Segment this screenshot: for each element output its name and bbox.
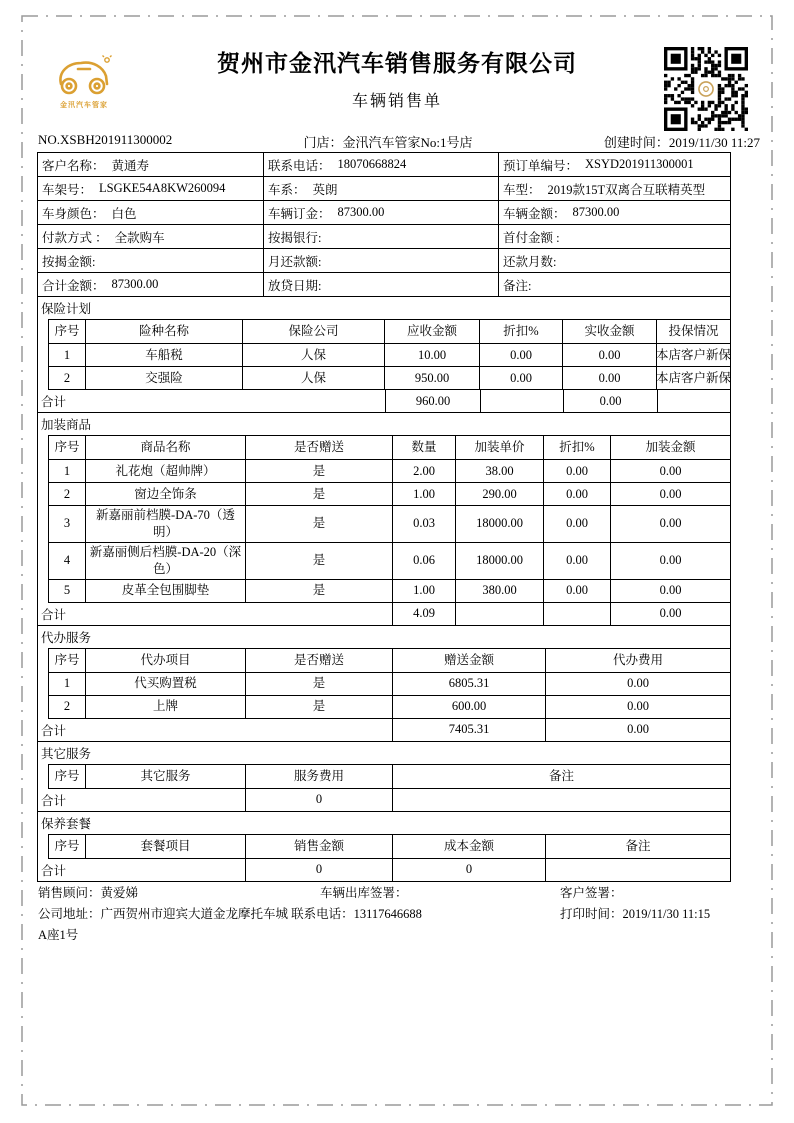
table-cell: 0.00 (611, 460, 731, 483)
table-cell: 0.00 (546, 673, 731, 696)
total-value: 4.09 (393, 603, 456, 626)
column-header: 投保情况 (657, 320, 731, 344)
addons-total-row (38, 603, 731, 626)
info-cell (264, 177, 499, 201)
info-label: 车架号： (42, 182, 93, 197)
qr-code (664, 47, 748, 131)
column-header: 是否赠送 (246, 436, 393, 460)
column-header: 套餐项目 (86, 835, 246, 859)
info-cell (38, 153, 264, 177)
total-value (481, 390, 564, 413)
total-value: 0 (393, 859, 546, 882)
document-title: 车辆销售单 (351, 93, 442, 110)
maintenance-section-title: 保养套餐 (38, 812, 731, 834)
table-cell: 0.00 (611, 580, 731, 603)
info-cell (264, 249, 499, 273)
column-header: 是否赠送 (246, 649, 393, 673)
sales-form (37, 152, 731, 882)
table-cell: 代买购置税 (86, 673, 246, 696)
column-header: 序号 (49, 765, 86, 789)
table-cell: 是 (246, 543, 393, 580)
table-cell: 2 (49, 483, 86, 506)
info-cell (499, 201, 731, 225)
table-cell: 2.00 (393, 460, 456, 483)
company-address: 公司地址：广西贺州市迎宾大道金龙摩托车城 联系电话：13117646688 (38, 907, 422, 921)
table-cell: 0.00 (563, 367, 657, 390)
table-cell: 0.00 (544, 483, 611, 506)
addons-section (38, 413, 731, 626)
table-cell: 18000.00 (456, 543, 544, 580)
info-cell (264, 201, 499, 225)
info-cell (499, 153, 731, 177)
total-label: 合计 (38, 719, 393, 742)
column-header: 其它服务 (86, 765, 246, 789)
table-cell: 1 (49, 460, 86, 483)
table-cell: 上牌 (86, 696, 246, 719)
other-services-section (38, 742, 731, 812)
table-cell: 0.00 (611, 543, 731, 580)
maintenance-table (48, 834, 731, 859)
total-value: 0.00 (564, 390, 658, 413)
vehicle-info-table (38, 153, 731, 297)
info-value: 87300.00 (572, 205, 620, 219)
table-cell: 本店客户新保 (657, 344, 731, 367)
addons-table (48, 435, 731, 603)
table-cell: 0.00 (611, 506, 731, 543)
meta-line (38, 132, 760, 151)
table-cell: 380.00 (456, 580, 544, 603)
info-cell (38, 273, 264, 297)
info-cell (499, 177, 731, 201)
table-cell: 0.00 (563, 344, 657, 367)
insurance-section (38, 297, 731, 413)
table-cell: 车船税 (86, 344, 243, 367)
other-services-total-row (38, 789, 731, 812)
table-cell: 皮革全包围脚垫 (86, 580, 246, 603)
info-cell (264, 225, 499, 249)
table-cell: 是 (246, 460, 393, 483)
total-value (544, 603, 611, 626)
info-value: 87300.00 (337, 205, 385, 219)
info-cell (38, 177, 264, 201)
column-header: 服务费用 (246, 765, 393, 789)
table-cell: 2 (49, 696, 86, 719)
table-cell: 38.00 (456, 460, 544, 483)
total-value: 0.00 (546, 719, 731, 742)
total-value: 0 (246, 859, 393, 882)
info-label: 车辆订金： (268, 206, 331, 221)
info-label: 合计金额： (42, 278, 105, 293)
table-cell: 人保 (243, 367, 385, 390)
column-header: 赠送金额 (393, 649, 546, 673)
info-label: 车型： (503, 182, 541, 197)
info-value: 全款购车 (114, 230, 165, 245)
column-header: 商品名称 (86, 436, 246, 460)
info-label: 按揭金额: (42, 254, 96, 269)
table-cell: 1 (49, 673, 86, 696)
total-label: 合计 (38, 603, 393, 626)
info-label: 车系： (268, 182, 306, 197)
column-header: 序号 (49, 436, 86, 460)
table-cell: 1.00 (393, 580, 456, 603)
column-header: 序号 (49, 649, 86, 673)
footer (38, 883, 760, 946)
agency-services-section (38, 626, 731, 742)
column-header: 数量 (393, 436, 456, 460)
info-cell (38, 201, 264, 225)
insurance-section-title: 保险计划 (38, 297, 731, 319)
maintenance-section (38, 812, 731, 882)
table-cell: 是 (246, 483, 393, 506)
info-cell (38, 225, 264, 249)
table-cell: 是 (246, 673, 393, 696)
column-header: 保险公司 (243, 320, 385, 344)
table-cell: 0.06 (393, 543, 456, 580)
insurance-total-row (38, 390, 731, 413)
column-header: 加装单价 (456, 436, 544, 460)
table-cell: 0.00 (544, 543, 611, 580)
company-address-line2: A座1号 (38, 928, 79, 942)
logo-text: 金汛汽车管家 (60, 101, 108, 109)
info-label: 还款月数: (503, 254, 557, 269)
total-value (546, 859, 731, 882)
table-cell: 4 (49, 543, 86, 580)
column-header: 代办项目 (86, 649, 246, 673)
table-cell: 0.00 (480, 367, 563, 390)
other-services-section-title: 其它服务 (38, 742, 731, 764)
info-label: 月还款额: (268, 254, 322, 269)
info-value: 白色 (111, 206, 137, 221)
table-cell: 是 (246, 696, 393, 719)
info-label: 备注: (503, 278, 532, 293)
total-value: 0 (246, 789, 393, 812)
other-services-table (48, 764, 731, 789)
table-cell: 10.00 (385, 344, 480, 367)
maintenance-total-row (38, 859, 731, 882)
column-header: 实收金额 (563, 320, 657, 344)
table-cell: 600.00 (393, 696, 546, 719)
table-cell: 0.03 (393, 506, 456, 543)
table-cell: 0.00 (480, 344, 563, 367)
total-value: 960.00 (386, 390, 481, 413)
table-cell: 290.00 (456, 483, 544, 506)
info-value: LSGKE54A8KW260094 (99, 181, 226, 195)
column-header: 代办费用 (546, 649, 731, 673)
info-value: 英朗 (312, 182, 338, 197)
store-name: 门店：金汛汽车管家No:1号店 (303, 135, 473, 150)
info-label: 付款方式 ： (42, 230, 108, 245)
table-cell: 3 (49, 506, 86, 543)
info-label: 预订单编号： (503, 158, 579, 173)
column-header: 应收金额 (385, 320, 480, 344)
info-cell (499, 225, 731, 249)
column-header: 折扣% (544, 436, 611, 460)
table-cell: 950.00 (385, 367, 480, 390)
info-cell (38, 249, 264, 273)
info-label: 联系电话： (268, 158, 331, 173)
table-cell: 窗边全饰条 (86, 483, 246, 506)
info-value: XSYD201911300001 (585, 157, 694, 171)
total-label: 合计 (38, 390, 386, 413)
table-cell: 人保 (243, 344, 385, 367)
table-cell: 新嘉丽前档膜-DA-70（透明） (86, 506, 246, 543)
addons-section-title: 加装商品 (38, 413, 731, 435)
column-header: 序号 (49, 835, 86, 859)
total-label: 合计 (38, 859, 246, 882)
print-time: 打印时间：2019/11/30 11:15 (560, 907, 711, 921)
table-cell: 是 (246, 580, 393, 603)
table-cell: 交强险 (86, 367, 243, 390)
total-value: 0.00 (611, 603, 731, 626)
total-value: 7405.31 (393, 719, 546, 742)
info-label: 车辆金额： (503, 206, 566, 221)
info-cell (264, 153, 499, 177)
vehicle-outbound-signature: 车辆出库签署： (320, 886, 408, 900)
info-label: 首付金额 : (503, 230, 560, 245)
info-cell (499, 249, 731, 273)
info-value: 18070668824 (337, 157, 407, 171)
table-cell: 1 (49, 344, 86, 367)
table-cell: 2 (49, 367, 86, 390)
header-titles (145, 45, 649, 111)
info-value: 87300.00 (111, 277, 159, 291)
info-cell (499, 273, 731, 297)
info-label: 按揭银行: (268, 230, 322, 245)
info-label: 客户名称： (42, 158, 105, 173)
total-value (658, 390, 731, 413)
table-cell: 本店客户新保 (657, 367, 731, 390)
info-value: 2019款15T双离合互联精英型 (547, 182, 706, 197)
table-cell: 1.00 (393, 483, 456, 506)
agency-services-table (48, 648, 731, 719)
column-header: 险种名称 (86, 320, 243, 344)
table-cell: 6805.31 (393, 673, 546, 696)
column-header: 序号 (49, 320, 86, 344)
table-cell: 礼花炮（超帅牌） (86, 460, 246, 483)
table-cell: 0.00 (611, 483, 731, 506)
table-cell: 0.00 (544, 506, 611, 543)
column-header: 折扣% (480, 320, 563, 344)
table-cell: 0.00 (546, 696, 731, 719)
info-cell (264, 273, 499, 297)
total-label: 合计 (38, 789, 246, 812)
customer-signature: 客户签署： (560, 886, 623, 900)
table-cell: 是 (246, 506, 393, 543)
total-value (393, 789, 731, 812)
agency-services-section-title: 代办服务 (38, 626, 731, 648)
column-header: 销售金额 (246, 835, 393, 859)
table-cell: 0.00 (544, 460, 611, 483)
table-cell: 新嘉丽侧后档膜-DA-20（深色） (86, 543, 246, 580)
table-cell: 5 (49, 580, 86, 603)
column-header: 备注 (393, 765, 731, 789)
company-name: 贺州市金汛汽车销售服务有限公司 (217, 51, 577, 76)
column-header: 备注 (546, 835, 731, 859)
column-header: 加装金额 (611, 436, 731, 460)
car-logo-icon (56, 54, 112, 98)
created-time: 创建时间：2019/11/30 11:27 (603, 135, 760, 150)
agency-services-total-row (38, 719, 731, 742)
table-cell: 18000.00 (456, 506, 544, 543)
info-value: 黄通寿 (111, 158, 150, 173)
info-label: 放贷日期: (268, 278, 322, 293)
company-logo (54, 54, 114, 110)
table-cell: 0.00 (544, 580, 611, 603)
order-number: NO.XSBH201911300002 (38, 132, 173, 147)
total-value (456, 603, 544, 626)
insurance-table (48, 319, 731, 390)
column-header: 成本金额 (393, 835, 546, 859)
sales-advisor: 销售顾问：黄爱娣 (38, 886, 139, 900)
info-label: 车身颜色： (42, 206, 105, 221)
